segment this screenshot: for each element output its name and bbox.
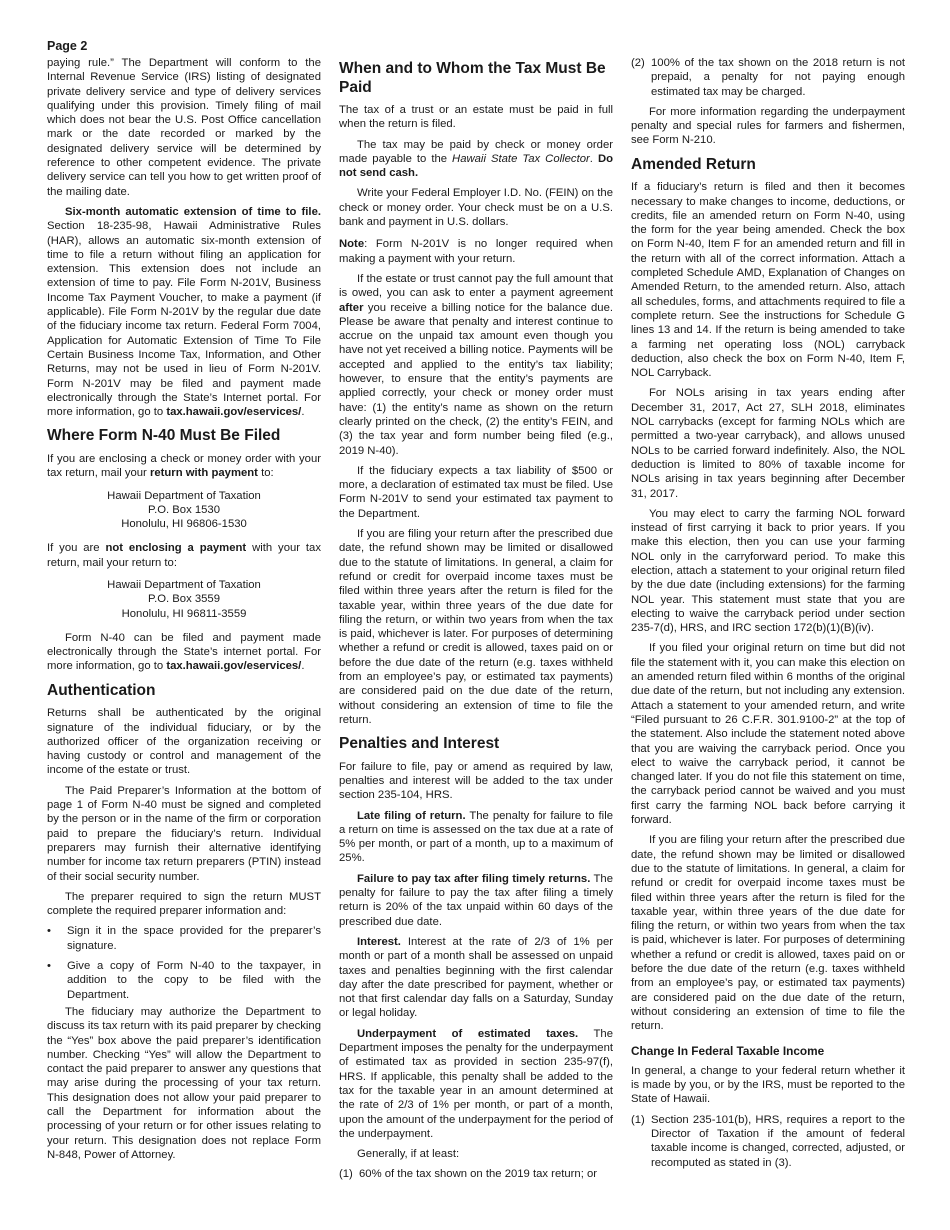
late-filing-body: The penalty for failure to file a return on time is assessed on the tax due at a rate of 5% per month, or part of a month, up to a maximum of 25%. xyxy=(339,809,613,865)
interest-paragraph xyxy=(339,935,613,1021)
address-with-payment xyxy=(47,489,321,532)
underpayment-body: The Department imposes the penalty for the underpayment of estimated tax as provided in section 235-97(f), HRS. If applicable, this penalty shall be added to the tax for the taxable year in an amount determined at the rate of 2/3 of 1% per month, or part of a month, upon the amount of the underpayment for the period of the underpayment. xyxy=(339,1027,613,1140)
paid-preparer-paragraph: The Paid Preparer’s Information at the bottom of page 1 of Form N-40 must be signed and completed by the person or in the name of the firm or corporation paid to prepare the fiduciary’s return. Individual preparers may furnish their alternative identifying number for income tax return preparers (PTIN) instead of their social security number. xyxy=(47,784,321,883)
eservices-link[interactable]: tax.hawaii.gov/eservices/ xyxy=(166,406,302,419)
change-federal-income-heading: Change In Federal Taxable Income xyxy=(631,1043,825,1058)
refund-limitations-paragraph: If you are filing your return after the prescribed due date, the refund shown may be limited or disallowed due to the statute of limitations. In general, a claim for refund or credit for overpaid income taxes must be filed within three years after the return is filed for the taxable year, within three years of the due date for filing the return, or within two years from when the tax is paid, whichever is later. For purposes of determining whether a refund or credit is allowed, taxes paid on or before the due date of the return (e.g. taxes withheld from an employee’s pay, or estimated tax payments) are considered paid on the due date of the return, without considering an extension of time to file the return. xyxy=(631,834,905,1033)
address-line: Hawaii Department of Taxation xyxy=(107,579,261,591)
when-to-pay-heading: When and to Whom the Tax Must Be Paid xyxy=(339,60,606,96)
period: . xyxy=(301,406,305,419)
address-line: Hawaii Department of Taxation xyxy=(107,489,261,502)
original-return-paragraph: If you filed your original return on time but did not file the statement with it, you can make this election on an amended return filed within 6 months of the original due date of the return, but not including any extension. Attach a statement to your amended return, and write “Filed pursuant to 26 C.F.R. 301.9100-2” at the top of the statement. Also include the statement noted above that you are waiving the carryback period. Once you elect to waive the carryback period, it cannot be changed later. If you do not file this statement on time, the carryback period cannot be waived and you must first carry the farming NOL back before carrying it forward. xyxy=(631,642,905,827)
failure-to-pay-lead: Failure to pay tax after filing timely returns. xyxy=(357,872,591,885)
item-text: Section 235-101(b), HRS, requires a report to the Director of Taxation if the amount of federal taxable income is changed, corrected, adjusted, or recomputed as stated in (3). xyxy=(651,1113,905,1169)
penalties-heading: Penalties and Interest xyxy=(339,735,500,753)
preparer-required-paragraph: The preparer required to sign the return MUST complete the required preparer information and: xyxy=(47,890,321,918)
failure-to-pay-paragraph xyxy=(339,872,613,929)
agreement-text-end: you receive a billing notice for the balance due. Please be aware that penalty and interest continue to accrue on the unpaid tax amount even though you have not yet received a billing notice. Payments will be accepted and applied to the entity’s tax liability; however, to ensure that the entity’s payments are applied correctly, your check or money order must have: (1) the entity’s name as shown on the return clearly printed on the check, (2) the entity’s FEIN, and (3) the tax year and form number being filed (e.g., 2019 N-40). xyxy=(339,301,613,457)
more-info-paragraph: For more information regarding the underpayment penalty and special rules for farmers and fishermen, see Form N-210. xyxy=(631,105,905,147)
column-1 xyxy=(47,56,321,1162)
bullet-text: Give a copy of Form N-40 to the taxpayer, in addition to the copy to be filed with the Department. xyxy=(67,960,321,1001)
authorize-department-paragraph: The fiduciary may authorize the Department to discuss its tax return with its paid preparer by checking the “Yes” box above the paid preparer’s identification number. Checking “Yes” will allow the Department to contact the paid preparer to answer any questions that may arise during the processing of your tax return. This designation does not allow your paid preparer to call the Department for information about the processing of your return or for other issues relating to your return. This designation does not replace Form N-848, Power of Attorney. xyxy=(47,1005,321,1161)
penalties-paragraph: For failure to file, pay or amend as required by law, penalties and interest will be added to the tax under section 235-104, HRS. xyxy=(339,760,613,802)
payable-text: The tax may be paid by check or money order made payable to the xyxy=(339,138,613,165)
six-month-extension-paragraph xyxy=(47,205,321,419)
statute-limitations-paragraph: If you are filing your return after the prescribed due date, the refund shown may be limited or disallowed due to the statute of limitations. In general, a claim for refund or credit for overpaid income taxes must be filed within three years after the return is filed for the taxable year, within three years of the due date for filing the return, or within two years from when the tax is paid, whichever is later. For purposes of determining whether a refund or credit is allowed, taxes paid on or before the due date of the return (e.g. taxes withheld from an employee’s pay, or estimated tax payments) are considered paid on the due date of the return, without considering an extension of time to file the return. xyxy=(339,528,613,726)
late-filing-lead: Late filing of return. xyxy=(357,809,466,822)
note-paragraph xyxy=(339,237,613,266)
without-payment-end: with your tax return, mail your return to: xyxy=(47,542,321,569)
eservices-link[interactable]: tax.hawaii.gov/eservices/ xyxy=(166,660,302,673)
with-payment-bold: return with payment xyxy=(149,467,258,480)
authentication-paragraph: Returns shall be authenticated by the original signature of the individual fiduciary, or by the authorized officer of the organization receiving or having custody or control and management of the income of the estate or trust. xyxy=(47,707,321,777)
no-cash-warning: Do not send cash. xyxy=(339,152,613,180)
period: . xyxy=(301,660,305,673)
with-payment-paragraph xyxy=(47,452,321,481)
payable-to-paragraph xyxy=(339,138,613,181)
change-federal-income-paragraph: In general, a change to your federal return whether it is made by you, or by the IRS, must be reported to the State of Hawaii. xyxy=(631,1064,905,1106)
with-payment-end: to: xyxy=(257,467,274,480)
authentication-heading: Authentication xyxy=(47,681,156,699)
without-payment-paragraph xyxy=(47,541,321,570)
payee-name: Hawaii State Tax Collector xyxy=(452,152,590,165)
column-2 xyxy=(339,56,613,1182)
amended-return-heading: Amended Return xyxy=(631,155,756,173)
efile-paragraph xyxy=(47,631,321,674)
numbered-item xyxy=(631,1113,905,1170)
item-number: (1) xyxy=(631,1113,645,1126)
item-text: 100% of the tax shown on the 2018 return is not prepaid, a penalty for not paying enough estimated tax may be charged. xyxy=(651,57,905,98)
interest-lead: Interest. xyxy=(357,935,401,948)
bullet-mark: • xyxy=(47,960,51,973)
period: . xyxy=(589,152,598,165)
farming-nol-paragraph: You may elect to carry the farming NOL forward instead of first carrying it back to prior years. If you make this election, then you can use your farming NOL only in the carryforward period. To make this election, attach a statement to your original return filed by the due date (including extensions) for the farming NOL year. This statement must state that you are electing to waive the carryback period under section 235-7(d), HRS, and IRC section 172(b)(1)(B)(iv). xyxy=(631,507,905,635)
column-3 xyxy=(631,56,905,1170)
without-payment-bold: not enclosing a payment xyxy=(105,542,247,555)
item-number: (1) xyxy=(339,1168,353,1181)
agreement-text: If the estate or trust cannot pay the full amount that is owed, you can ask to enter a payment agreement xyxy=(339,272,613,300)
six-month-extension-body: Section 18-235-98, Hawaii Administrative Rules (HAR), allows an automatic six-month extension of time to file a return without filing an application for extension. This extension does not include an extension of time to pay. File Form N-201V, Business Income Tax Payment Voucher, to make a payment (if applicable). File Form N-201V by the regular due date of the fiduciary income tax return. Federal Form 7004, Application for Automatic Extension of Time To File Certain Business Income Tax, Information, and Other Returns, may not be used in lieu of Form N-201V. Form N-201V may be filed and payment made electronically through the State’s Internet portal. For more information, go to xyxy=(47,220,321,419)
item-number: (2) xyxy=(631,57,645,69)
efile-text: Form N-40 can be filed and payment made electronically through the State’s internet portal. For more information, go to xyxy=(47,631,321,673)
agreement-bold: after xyxy=(339,301,364,314)
six-month-extension-lead: Six-month automatic extension of time to file. xyxy=(65,205,321,218)
bullet-item xyxy=(47,924,321,953)
fein-paragraph: Write your Federal Employer I.D. No. (FEIN) on the check or money order. Your check must be on a U.S. bank and payment in U.S. dollars. xyxy=(339,187,613,229)
late-filing-paragraph xyxy=(339,809,613,866)
estimated-tax-paragraph: If the fiduciary expects a tax liability of $500 or more, a declaration of estimated tax must be filed. Use Form N-201V to send your estimated tax payment to the Department. xyxy=(339,464,613,520)
underpayment-lead: Underpayment of estimated taxes. xyxy=(357,1027,579,1040)
address-line: P.O. Box 3559 xyxy=(147,593,221,606)
amended-return-paragraph: If a fiduciary’s return is filed and then it becomes necessary to make changes to income, deductions, or credits, file an amended return on Form N-40, using the form for the year being amended. Check the box on Form N-40, Item F for an amended return and fill in the return with all of the correct information. Attach a completed Schedule AMD, Explanation of Changes on Amended Return, to the amended return. Also, attach all schedules, forms, and attachments required to file a complete return. See the instructions for Schedule G lines 13 and 14. If the return is being amended to take a farming net operating loss (NOL) carryback deduction, also check the box on Form N-40, Item F, NOL Carryback. xyxy=(631,181,905,380)
private-delivery-paragraph: paying rule.” The Department will conform to the Internal Revenue Service (IRS) listing of designated private delivery service and type of delivery services qualifying under this provision. Timely filing of mail which does not bear the U.S. Post Office cancellation mark or the date recorded or marked by the designated delivery service will be determined by reference to other competent evidence. The private delivery service can tell you how to get written proof of the mailing date. xyxy=(47,57,321,198)
with-payment-text: If you are enclosing a check or money order with your tax return, mail your xyxy=(47,452,321,480)
numbered-item xyxy=(631,56,905,99)
bullet-mark: • xyxy=(47,925,51,938)
item-text: 60% of the tax shown on the 2019 tax return; or xyxy=(359,1168,598,1181)
underpayment-paragraph xyxy=(339,1027,613,1141)
failure-to-pay-body: The penalty for failure to pay the tax after filing a timely return is 20% of the tax unpaid within 60 days of the prescribed due date. xyxy=(339,872,613,928)
nol-paragraph: For NOLs arising in tax years ending after December 31, 2017, Act 27, SLH 2018, eliminates NOL carrybacks (except for farming NOLs which are permitted a two-year carryback), and allows unused NOLs to be carried forward indefinitely. Also, the NOL deduction is limited to 80% of taxable income for NOLs arising in tax years beginning after December 31, 2017. xyxy=(631,387,905,500)
bullet-text: Sign it in the space provided for the preparer’s signature. xyxy=(67,925,321,952)
page-number: Page 2 xyxy=(47,39,88,53)
where-to-file-heading: Where Form N-40 Must Be Filed xyxy=(47,427,281,445)
note-text: : Form N-201V is no longer required when making a payment with your return. xyxy=(339,238,613,265)
address-line: Honolulu, HI 96811-3559 xyxy=(121,607,247,620)
bullet-item xyxy=(47,959,321,1002)
without-payment-text: If you are xyxy=(47,542,106,555)
note-label: Note xyxy=(339,238,365,251)
address-line: Honolulu, HI 96806-1530 xyxy=(121,518,247,531)
payment-agreement-paragraph xyxy=(339,272,613,458)
interest-body: Interest at the rate of 2/3 of 1% per month or part of a month shall be assessed on unpaid taxes and penalties beginning with the first calendar day after the date prescribed for payment, whether or not that first calendar day falls on a Saturday, Sunday or legal holiday. xyxy=(339,935,613,1020)
address-without-payment xyxy=(47,578,321,621)
address-line: P.O. Box 1530 xyxy=(147,503,221,516)
when-to-pay-paragraph: The tax of a trust or an estate must be paid in full when the return is filed. xyxy=(339,104,613,131)
numbered-item xyxy=(339,1167,613,1181)
generally-paragraph: Generally, if at least: xyxy=(357,1148,460,1161)
